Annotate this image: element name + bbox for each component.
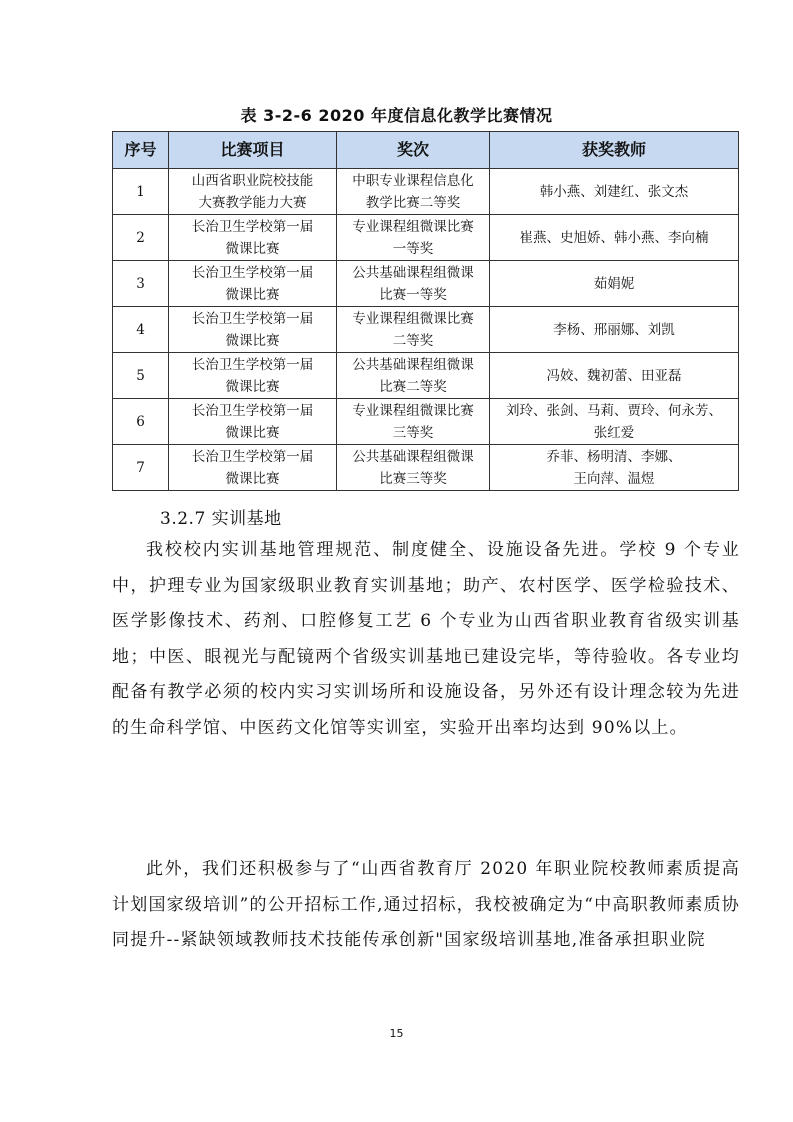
cell-award (337, 215, 490, 261)
cell-serial-number: 6 (113, 399, 169, 445)
page-number: 15 (389, 1027, 404, 1040)
cell-line: 茹娟妮 (593, 275, 635, 292)
cell-line: 张红爱 (593, 424, 635, 441)
cell-line: 微课比赛 (225, 240, 280, 257)
cell-line: 刘玲、张剑、马莉、贾玲、何永芳、 (506, 402, 722, 419)
cell-line: 山西省职业院校技能 (191, 172, 314, 189)
cell-line: 崔燕、史旭娇、韩小燕、李向楠 (519, 229, 709, 246)
cell-serial-number: 1 (113, 169, 169, 215)
cell-award (337, 353, 490, 399)
cell-line: 专业课程组微课比赛 (352, 218, 474, 235)
header-serial-number: 序号 (113, 132, 169, 169)
cell-competition (169, 307, 337, 353)
cell-award (337, 399, 490, 445)
cell-line: 微课比赛 (225, 378, 280, 395)
cell-line: 乔菲、杨明清、李娜、 (546, 448, 682, 465)
awards-table (112, 131, 739, 491)
cell-award (337, 261, 490, 307)
cell-line: 微课比赛 (225, 424, 280, 441)
cell-line: 韩小燕、刘建红、张文杰 (539, 183, 689, 200)
cell-serial-number: 5 (113, 353, 169, 399)
cell-line: 公共基础课程组微课 (352, 448, 474, 465)
cell-line: 专业课程组微课比赛 (352, 402, 474, 419)
table-row (113, 261, 739, 307)
cell-line: 长治卫生学校第一届 (191, 264, 314, 281)
cell-line: 微课比赛 (225, 286, 280, 303)
cell-serial-number: 7 (113, 445, 169, 491)
cell-competition (169, 215, 337, 261)
cell-award (337, 169, 490, 215)
section-heading: 3.2.7 实训基地 (160, 509, 282, 529)
header-competition: 比赛项目 (169, 132, 337, 169)
cell-line: 王向萍、温煜 (573, 470, 655, 487)
cell-line: 微课比赛 (225, 470, 280, 487)
cell-line: 一等奖 (392, 240, 434, 257)
cell-line: 比赛二等奖 (379, 378, 447, 395)
cell-teachers (490, 215, 739, 261)
cell-award (337, 445, 490, 491)
cell-teachers (490, 307, 739, 353)
cell-competition (169, 445, 337, 491)
cell-line: 教学比赛二等奖 (365, 194, 461, 211)
body-paragraph: 此外，我们还积极参与了“山西省教育厅 2020 年职业院校教师素质提高计划国家级培训”的公开招标工作,通过招标，我校被确定为“中高职教师素质协同提升--紧缺领域教师技术技能传承创新"国家级培训基地,准备承担职业院 (112, 859, 740, 950)
cell-line: 比赛一等奖 (379, 286, 447, 303)
cell-line: 冯姣、魏初蕾、田亚磊 (546, 367, 682, 384)
table-row (113, 445, 739, 491)
cell-line: 三等奖 (392, 424, 434, 441)
header-teachers: 获奖教师 (490, 132, 739, 169)
cell-line: 长治卫生学校第一届 (191, 402, 314, 419)
cell-competition (169, 399, 337, 445)
table-row (113, 353, 739, 399)
cell-competition (169, 353, 337, 399)
cell-line: 专业课程组微课比赛 (352, 310, 474, 327)
table-row (113, 169, 739, 215)
table-row (113, 215, 739, 261)
cell-line: 中职专业课程信息化 (352, 172, 474, 189)
cell-teachers (490, 261, 739, 307)
cell-line: 微课比赛 (225, 332, 280, 349)
cell-competition (169, 169, 337, 215)
table-header-row (113, 132, 739, 169)
cell-line: 公共基础课程组微课 (352, 356, 474, 373)
cell-serial-number: 3 (113, 261, 169, 307)
cell-teachers (490, 445, 739, 491)
cell-line: 长治卫生学校第一届 (191, 356, 314, 373)
cell-serial-number: 4 (113, 307, 169, 353)
cell-line: 大赛教学能力大赛 (198, 194, 307, 211)
table-caption: 表 3-2-6 2020 年度信息化教学比赛情况 (240, 106, 553, 125)
cell-teachers (490, 353, 739, 399)
cell-line: 公共基础课程组微课 (352, 264, 474, 281)
cell-serial-number: 2 (113, 215, 169, 261)
cell-teachers (490, 399, 739, 445)
cell-line: 李杨、邢丽娜、刘凯 (553, 321, 675, 338)
cell-competition (169, 261, 337, 307)
cell-award (337, 307, 490, 353)
cell-line: 比赛三等奖 (379, 470, 447, 487)
cell-line: 长治卫生学校第一届 (191, 218, 314, 235)
cell-line: 长治卫生学校第一届 (191, 448, 314, 465)
header-award: 奖次 (337, 132, 490, 169)
cell-line: 二等奖 (392, 332, 434, 349)
table-row (113, 399, 739, 445)
table-row (113, 307, 739, 353)
cell-teachers (490, 169, 739, 215)
cell-line: 长治卫生学校第一届 (191, 310, 314, 327)
body-paragraph: 我校校内实训基地管理规范、制度健全、设施设备先进。学校 9 个专业中，护理专业为国家级职业教育实训基地；助产、农村医学、医学检验技术、医学影像技术、药剂、口腔修复工艺 6 个专业为山西省职业教育省级实训基地；中医、眼视光与配镜两个省级实训基地已建设完毕，等待验收。各专业均配备有教学必须的校内实习实训场所和设施设备，另外还有设计理念较为先进的生命科学馆、中医药文化馆等实训室，实验开出率均达到 90%以上。 (112, 540, 740, 738)
